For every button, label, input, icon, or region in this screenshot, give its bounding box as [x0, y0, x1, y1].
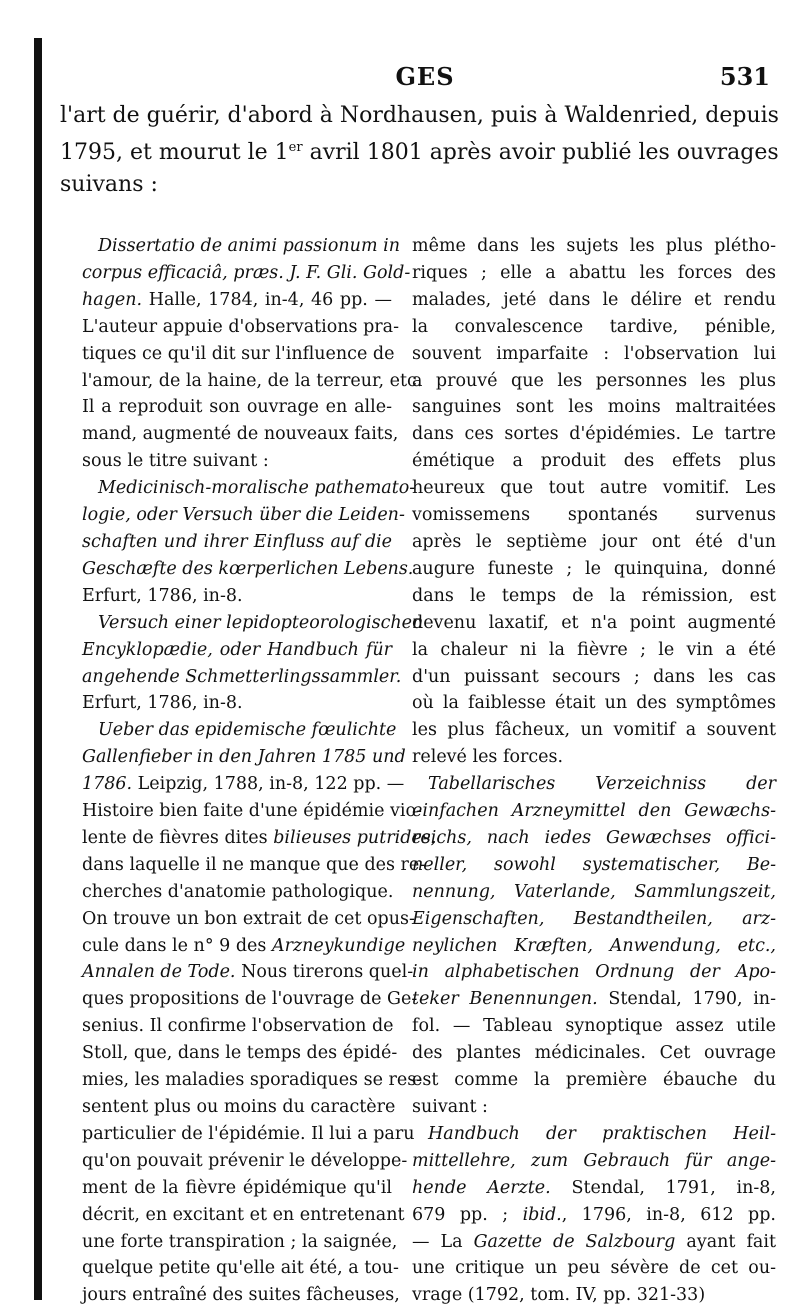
column-line: Histoire bien faite d'une épidémie vio-: [82, 801, 422, 822]
column-line: l'amour, de la haine, de la terreur, etc.: [82, 370, 423, 391]
column-line: jours entraîné des suites fâcheuses,: [82, 1285, 400, 1306]
column-line: quelque petite qu'elle ait été, a tou-: [82, 1258, 399, 1279]
column-line: devenu laxatif, et n'a point augmenté: [412, 612, 776, 633]
ordinal-superscript: er: [288, 140, 303, 155]
column-line: [82, 933, 406, 960]
column-line: Handbuch der praktischen Heil-: [428, 1123, 776, 1144]
column-line: les plus fâcheux, un vomitif a souvent: [412, 720, 776, 741]
column-line: On trouve un bon extrait de cet opus-: [82, 908, 415, 929]
column-line: est comme la première ébauche du: [412, 1070, 776, 1091]
column-line: Gallenfieber in den Jahren 1785 und: [82, 747, 406, 768]
intro-line: [60, 132, 779, 169]
column-line: Geschæfte des kœrperlichen Lebens.: [82, 558, 414, 579]
column-line: qu'on pouvait prévenir le développe-: [82, 1150, 408, 1171]
column-line: dans le temps de la rémission, est: [412, 585, 776, 606]
column-line: [82, 959, 414, 986]
column-line: augure funeste ; le quinquina, donné: [412, 558, 776, 579]
column-line: reichs, nach iedes Gewæchses offici-: [412, 827, 776, 848]
column-line: Il a reproduit son ouvrage en alle-: [82, 397, 392, 418]
column-line: une forte transpiration ; la saignée,: [82, 1231, 398, 1252]
column-line: d'un puissant secours ; dans les cas: [412, 666, 776, 687]
column-line: Eigenschaften, Bestandtheilen, arz-: [412, 908, 776, 929]
column-line: neylichen Kræften, Anwendung, etc.,: [412, 935, 776, 956]
emphasis: Arzneykundige: [271, 935, 406, 956]
emphasis: Gazette de Salzbourg: [473, 1231, 676, 1252]
column-line: [82, 825, 437, 852]
column-line: dans ces sortes d'épidémies. Le tartre: [412, 424, 776, 445]
column-line: a prouvé que les personnes les plus: [412, 370, 776, 391]
column-line: même dans les sujets les plus plétho-: [412, 236, 776, 256]
column-line: où la faiblesse était un des symptômes: [412, 693, 776, 714]
column-line: suivant :: [412, 1097, 488, 1117]
line-text: , 1796, in-8, 612 pp.: [561, 1204, 776, 1225]
column-line: Erfurt, 1786, in-8.: [82, 585, 243, 606]
column-line: Encyklopædie, oder Handbuch für: [82, 639, 392, 660]
column-line: neller, sowohl systematischer, Be-: [412, 854, 776, 875]
book-title: hende Aerzte.: [412, 1177, 551, 1198]
line-text: Stendal, 1791, in-8,: [550, 1177, 776, 1198]
column-line: mittellehre, zum Gebrauch für ange-: [412, 1150, 776, 1171]
column-line: Medicinisch-moralische pathemato-: [98, 478, 416, 499]
emphasis: ibid.: [522, 1204, 562, 1225]
intro-text: avril 1801 après avoir publié les ouvrages: [302, 140, 779, 165]
line-text: 679 pp. ;: [412, 1204, 523, 1225]
book-title: teker Benennungen.: [412, 989, 598, 1010]
column-line: ment de la fièvre épidémique qu'il: [82, 1177, 392, 1198]
column-line: mies, les maladies sporadiques se res-: [82, 1070, 423, 1091]
column-line: Ueber das epidemische fœulichte: [98, 720, 397, 741]
column-line: riques ; elle a abattu les forces des: [412, 262, 776, 283]
column-line: [82, 771, 405, 798]
column-line: L'auteur appuie d'observations pra-: [82, 316, 400, 337]
column-line: cherches d'anatomie pathologique.: [82, 881, 394, 902]
column-line: dans laquelle il ne manque que des re-: [82, 854, 426, 875]
column-line: Stoll, que, dans le temps des épidé-: [82, 1043, 398, 1064]
line-text: Halle, 1784, in-4, 46 pp. —: [142, 289, 392, 310]
column-line: corpus efficaciâ, præs. J. F. Gli. Gold-: [82, 262, 411, 283]
column-line: la convalescence tardive, pénible,: [412, 316, 776, 337]
column-line: [412, 986, 776, 1013]
column-line: fol. — Tableau synoptique assez utile: [412, 1016, 776, 1037]
emphasis: bilieuses putrides,: [273, 827, 437, 848]
page-number: 531: [719, 62, 770, 91]
column-line: Versuch einer lepidopteorologischen: [98, 612, 424, 633]
column-line: des plantes médicinales. Cet ouvrage: [412, 1043, 776, 1064]
column-line: Tabellarisches Verzeichniss der: [428, 774, 776, 795]
line-text: cule dans le n° 9 des: [82, 935, 272, 956]
column-line: in alphabetischen Ordnung der Apo-: [412, 962, 776, 983]
intro-line: l'art de guérir, d'abord à Nordhausen, puis à Waldenried, depuis: [60, 103, 779, 128]
column-line: mand, augmenté de nouveaux faits,: [82, 424, 399, 445]
column-line: vomissemens spontanés survenus: [412, 505, 776, 526]
column-line: sous le titre suivant :: [82, 451, 269, 472]
column-line: une critique un peu sévère de cet ou-: [412, 1258, 776, 1279]
column-line: relevé les forces.: [412, 747, 564, 768]
column-line: vrage (1792, tom. IV, pp. 321-33): [412, 1285, 706, 1306]
column-line: schaften und ihrer Einfluss auf die: [82, 531, 392, 552]
intro-paragraph: [60, 100, 779, 201]
binding-edge: [34, 38, 42, 1300]
line-text: Leipzig, 1788, in-8, 122 pp. —: [132, 774, 405, 795]
column-line: nennung, Vaterlande, Sammlungszeit,: [412, 881, 776, 902]
column-line: tiques ce qu'il dit sur l'influence de: [82, 343, 395, 364]
column-line: souvent imparfaite : l'observation lui: [412, 343, 776, 364]
column-line: logie, oder Versuch über die Leiden-: [82, 505, 405, 526]
column-line: [412, 1229, 776, 1256]
page-header: [80, 62, 770, 98]
column-line: Erfurt, 1786, in-8.: [82, 693, 243, 714]
emphasis: Annalen de Tode.: [82, 962, 236, 983]
column-line: sentent plus ou moins du caractère: [82, 1097, 396, 1117]
book-title: 1786.: [82, 774, 133, 795]
column-line: [412, 1175, 776, 1202]
line-text: ayant fait: [675, 1231, 776, 1252]
column-line: heureux que tout autre vomitif. Les: [412, 478, 776, 499]
line-text: lente de fièvres dites: [82, 827, 274, 848]
column-line: Dissertatio de animi passionum in: [98, 236, 400, 256]
line-text: — La: [412, 1231, 474, 1252]
column-line: [82, 287, 392, 314]
right-column: [412, 233, 776, 1309]
column-line: ques propositions de l'ouvrage de Ge-: [82, 989, 418, 1010]
column-line: senius. Il confirme l'observation de: [82, 1016, 394, 1037]
column-line: après le septième jour ont été d'un: [412, 531, 776, 552]
book-title: hagen.: [82, 289, 143, 310]
column-line: décrit, en excitant et en entretenant: [82, 1204, 405, 1225]
column-line: émétique a produit des effets plus: [412, 451, 776, 472]
column-line: sanguines sont les moins maltraitées: [412, 397, 776, 418]
column-line: particulier de l'épidémie. Il lui a paru: [82, 1123, 415, 1144]
intro-line: suivans :: [60, 172, 158, 197]
left-column: [82, 233, 437, 1309]
column-line: angehende Schmetterlingssammler.: [82, 666, 402, 687]
column-line: la chaleur ni la fièvre ; le vin a été: [412, 639, 776, 660]
column-line: malades, jeté dans le délire et rendu: [412, 289, 776, 310]
column-line: einfachen Arzneymittel den Gewæchs-: [412, 801, 776, 822]
running-head: GES: [395, 62, 455, 91]
intro-text: 1795, et mourut le 1: [60, 140, 289, 165]
line-text: Nous tirerons quel-: [235, 962, 414, 983]
line-text: Stendal, 1790, in-: [597, 989, 776, 1010]
column-line: [412, 1202, 776, 1229]
